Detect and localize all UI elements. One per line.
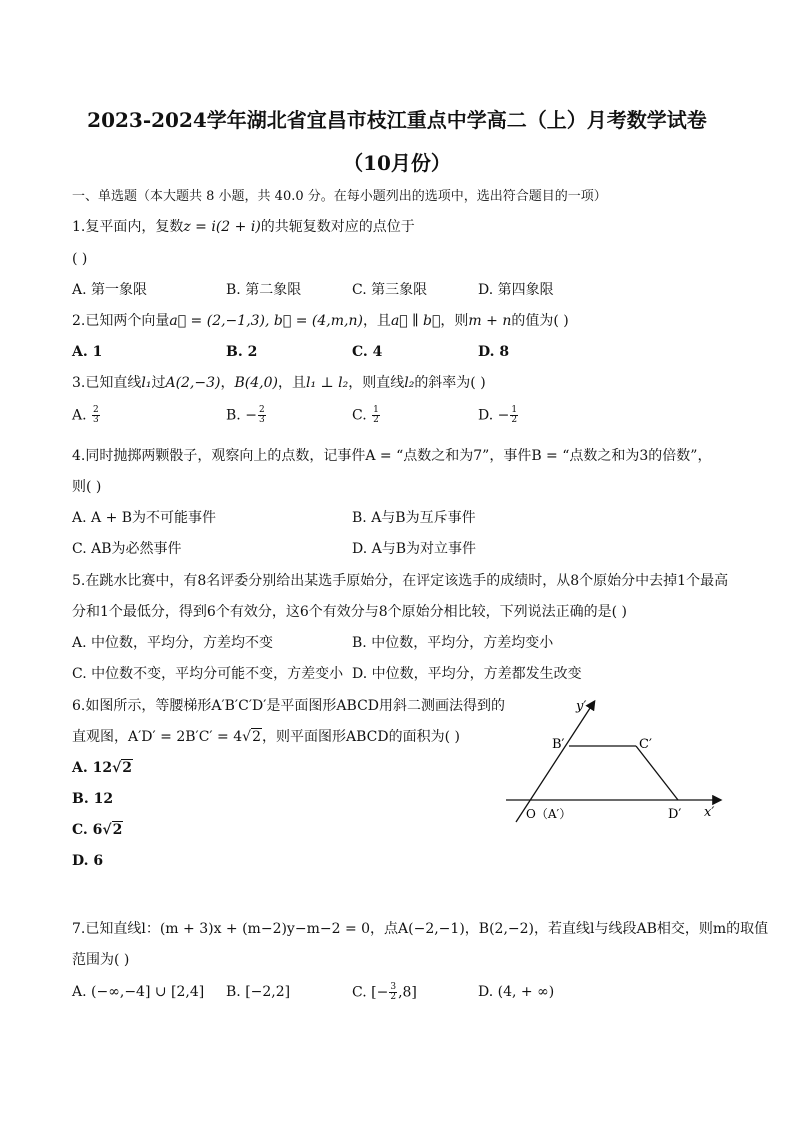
q3-label: D. bbox=[478, 407, 494, 424]
denominator: 2 bbox=[373, 415, 379, 425]
q3-part: 过 bbox=[151, 375, 166, 391]
q2-option-d: D. 8 bbox=[478, 344, 510, 360]
denominator: 2 bbox=[511, 415, 518, 425]
numerator: 3 bbox=[390, 982, 397, 992]
q7-option-d: D. (4, + ∞) bbox=[478, 984, 555, 1000]
q3-label: C. bbox=[352, 407, 367, 424]
label-y-axis: y′ bbox=[576, 699, 587, 714]
numerator: 2 bbox=[258, 405, 265, 415]
q3-fraction bbox=[372, 406, 380, 425]
q7-option-a: A. (−∞,−4] ∪ [2,4] bbox=[72, 984, 205, 1000]
q4-option-d: D. A与B为对立事件 bbox=[352, 541, 477, 557]
q3-part: 的斜率为( ) bbox=[414, 375, 486, 391]
q3-fraction bbox=[510, 406, 518, 425]
q7-part: ,8] bbox=[398, 984, 417, 1001]
q2-sum: m + n bbox=[468, 313, 512, 329]
q1-suffix: 的共轭复数对应的点位于 bbox=[260, 219, 415, 235]
q1-prefix: 1.复平面内，复数 bbox=[72, 219, 184, 235]
denominator: 2 bbox=[390, 992, 397, 1002]
q6-label: D. 6 bbox=[72, 853, 104, 869]
denominator: 3 bbox=[258, 415, 265, 425]
numerator: 2 bbox=[93, 405, 99, 415]
q1-option-a: A. 第一象限 bbox=[72, 282, 148, 298]
q2-parallel: a⃗ ∥ b⃗ bbox=[390, 313, 441, 329]
q2-prefix: 2.已知两个向量 bbox=[72, 313, 170, 329]
q6-option-d bbox=[72, 852, 103, 870]
q2-option-b: B. 2 bbox=[226, 344, 258, 360]
q7-label: C. bbox=[352, 984, 367, 1001]
question-7-line2: 范围为( ) bbox=[72, 952, 130, 968]
label-d: D′ bbox=[668, 807, 682, 822]
question-3-stem bbox=[72, 374, 486, 392]
q6-radicand: 2 bbox=[122, 760, 133, 776]
label-x-axis: x′ bbox=[704, 805, 715, 820]
q2-option-c: C. 4 bbox=[352, 344, 383, 360]
q5-option-d: D. 中位数，平均分，方差都发生改变 bbox=[352, 666, 582, 682]
q4-option-a: A. A + B为不可能事件 bbox=[72, 510, 217, 526]
q3-perp: l₁ ⊥ l₂ bbox=[305, 375, 349, 391]
q7-part: [− bbox=[371, 984, 389, 1001]
question-2-stem bbox=[72, 312, 569, 330]
q1-expr: z = i(2 + i) bbox=[183, 219, 261, 235]
q7-option-c bbox=[352, 983, 417, 1002]
q3-sign: − bbox=[497, 407, 510, 424]
q6-label: C. 6 bbox=[72, 822, 103, 838]
q6-radicand: 2 bbox=[112, 822, 123, 838]
q6-option-b bbox=[72, 790, 113, 808]
q3-fraction bbox=[92, 406, 100, 425]
q1-option-d: D. 第四象限 bbox=[478, 282, 554, 298]
q3-option-b bbox=[226, 406, 267, 425]
question-1-stem bbox=[72, 218, 415, 236]
numerator: 1 bbox=[373, 405, 379, 415]
side-cd bbox=[636, 746, 678, 800]
q3-l2: l₂ bbox=[404, 375, 415, 391]
q4-option-b: B. A与B为互斥事件 bbox=[352, 510, 476, 526]
q6-part: ，则平面图形ABCD的面积为( ) bbox=[261, 729, 460, 745]
q2-vectors: a⃗ = (2,−1,3), b⃗ = (4,m,n) bbox=[169, 313, 363, 329]
exam-title: 2023-2024学年湖北省宜昌市枝江重点中学高二（上）月考数学试卷 bbox=[87, 108, 707, 132]
q3-option-a bbox=[72, 406, 101, 425]
trapezoid-figure bbox=[496, 688, 736, 838]
denominator: 3 bbox=[93, 415, 99, 425]
q3-part: ，则直线 bbox=[348, 375, 405, 391]
q4-option-c: C. AB为必然事件 bbox=[72, 541, 182, 557]
q6-label: B. 12 bbox=[72, 791, 114, 807]
q5-option-a: A. 中位数，平均分，方差均不变 bbox=[72, 635, 274, 651]
exam-subtitle: （10月份） bbox=[343, 151, 451, 175]
q6-part: 直观图，A′D′ = 2B′C′ = 4 bbox=[72, 729, 243, 745]
numerator: 1 bbox=[511, 405, 518, 415]
q3-part: ，且 bbox=[277, 375, 306, 391]
q2-suffix: ，则 bbox=[440, 313, 469, 329]
q3-fraction bbox=[258, 406, 266, 425]
q2-end: 的值为( ) bbox=[511, 313, 569, 329]
q3-point-a: A(2,−3) bbox=[165, 375, 221, 391]
label-o: O（A′） bbox=[526, 807, 572, 821]
q3-option-c bbox=[352, 406, 381, 425]
q7-option-b: B. [−2,2] bbox=[226, 984, 291, 1000]
q6-option-a: A. 12√2 bbox=[72, 760, 133, 776]
label-b: B′ bbox=[552, 737, 565, 752]
q1-option-b: B. 第二象限 bbox=[226, 282, 302, 298]
question-7-line1: 7.已知直线l：(m + 3)x + (m−2)y−m−2 = 0，点A(−2,−1)，B(2,−2)，若直线l与线段AB相交，则m的取值 bbox=[72, 921, 769, 937]
section-header: 一、单选题（本大题共 8 小题，共 40.0 分。在每小题列出的选项中，选出符合题目的一项） bbox=[72, 189, 607, 204]
question-6-line2: 直观图，A′D′ = 2B′C′ = 4√2，则平面图形ABCD的面积为( ) bbox=[72, 729, 460, 745]
q3-part: ， bbox=[220, 375, 235, 391]
q3-part: 3.已知直线 bbox=[72, 375, 142, 391]
q5-option-c: C. 中位数不变，平均分可能不变，方差变小 bbox=[72, 666, 344, 682]
q3-sign: − bbox=[245, 407, 257, 424]
q2-option-a: A. 1 bbox=[72, 344, 103, 360]
q6-radicand: 2 bbox=[252, 729, 261, 745]
q3-label: B. bbox=[226, 407, 241, 424]
q5-option-b: B. 中位数，平均分，方差均变小 bbox=[352, 635, 554, 651]
q3-point-b: B(4,0) bbox=[234, 375, 278, 391]
q6-label: A. 12 bbox=[72, 760, 113, 776]
q1-option-c: C. 第三象限 bbox=[352, 282, 428, 298]
question-1-paren: ( ) bbox=[72, 251, 88, 267]
question-4-line2: 则( ) bbox=[72, 479, 102, 495]
question-4-line1: 4.同时抛掷两颗骰子，观察向上的点数，记事件A = “点数之和为7”，事件B = “点数之和为3的倍数”， bbox=[72, 448, 712, 464]
q3-option-d bbox=[478, 406, 519, 425]
q3-l1: l₁ bbox=[141, 375, 152, 391]
q6-option-c: C. 6√2 bbox=[72, 822, 123, 838]
question-6-line1: 6.如图所示，等腰梯形A′B′C′D′是平面图形ABCD用斜二测画法得到的 bbox=[72, 698, 506, 714]
question-5-line2: 分和1个最低分，得到6个有效分，这6个有效分与8个原始分相比较，下列说法正确的是( ) bbox=[72, 604, 628, 620]
label-c: C′ bbox=[639, 737, 652, 752]
y-axis bbox=[516, 702, 594, 822]
q3-label: A. bbox=[72, 407, 87, 424]
q2-mid: ，且 bbox=[362, 313, 391, 329]
question-5-line1: 5.在跳水比赛中，有8名评委分别给出某选手原始分，在评定该选手的成绩时，从8个原始分中去掉1个最高 bbox=[72, 573, 729, 589]
q7-fraction bbox=[389, 983, 397, 1002]
